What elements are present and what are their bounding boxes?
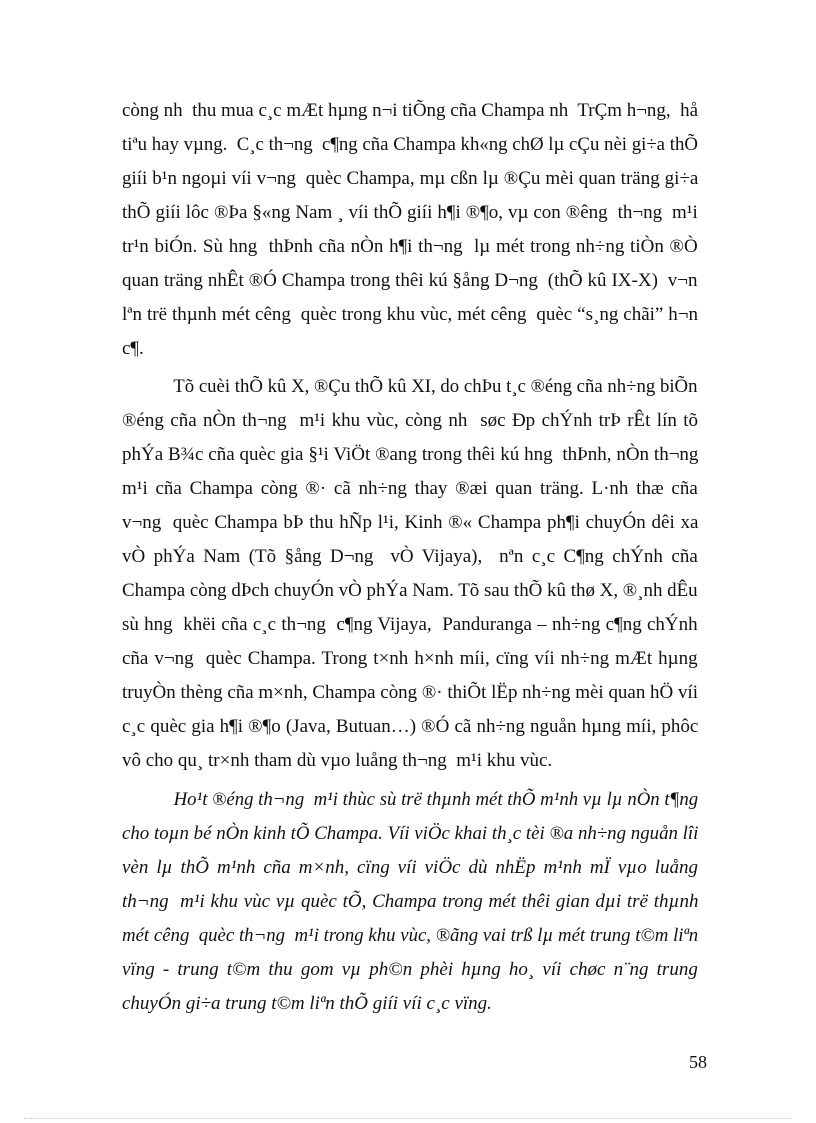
paragraph-3-line-2: cho toµn bé nÒn kinh tÕ Champa. Víi viÖc khai th¸c tèi ®a nh÷ng nguån lîi: [122, 823, 699, 844]
paragraph-2-line-5: v¬ng quèc Champa bÞ thu hÑp l¹i, Kinh ®« Champa ph¶i chuyÓn dêi xa: [122, 512, 699, 533]
paragraph-3-line-6: vïng - trung t©m thu gom vµ ph©n phèi hµng ho¸ víi chøc n¨ng trung: [122, 959, 698, 980]
paragraph-2-line-11: c¸c quèc gia h¶i ®¶o (Java, Butuan…) ®Ó cã nh÷ng nguån hµng míi, phôc: [122, 716, 699, 737]
paragraph-1-line-2: tiªu hay vµng. C¸c th¬ng c¶ng cña Champa kh«ng chØ lµ cÇu nèi gi÷a thÕ: [122, 134, 698, 155]
paragraph-2-line-3: phÝa B¾c cña quèc gia §¹i ViÖt ®ang trong thêi kú hng thÞnh, nÒn th¬ng: [122, 444, 699, 465]
paragraph-1-line-6: quan träng nhÊt ®Ó Champa trong thêi kú §ång D¬ng (thÕ kû IX-X) v¬n: [122, 270, 698, 291]
paragraph-3-line-1: Ho¹t ®éng th¬ng m¹i thùc sù trë thµnh mét thÕ m¹nh vµ lµ nÒn t¶ng: [122, 789, 699, 810]
paragraph-2-line-1: Tõ cuèi thÕ kû X, ®Çu thÕ kû XI, do chÞu t¸c ®éng cña nh÷ng biÕn: [122, 376, 698, 397]
paragraph-3-line-7: chuyÓn gi÷a trung t©m liªn thÕ giíi víi c¸c vïng.: [122, 993, 492, 1014]
paragraph-2-line-2: ®éng cña nÒn th¬ng m¹i khu vùc, còng nh søc Ðp chÝnh trÞ rÊt lín tõ: [122, 410, 699, 431]
paragraph-2-line-6: vÒ phÝa Nam (Tõ §ång D¬ng vÒ Vijaya), nªn c¸c C¶ng chÝnh cña: [122, 546, 698, 567]
paragraph-2-line-9: cña v¬ng quèc Champa. Trong t×nh h×nh míi, cïng víi nh÷ng mÆt hµng: [122, 648, 698, 669]
paragraph-1-line-4: thÕ giíi lôc ®Þa §«ng Nam ¸ víi thÕ giíi h¶i ®¶o, vµ con ®êng th¬ng m¹i: [122, 202, 698, 223]
paragraph-2-line-12: vô cho qu¸ tr×nh tham dù vµo luång th¬ng m¹i khu vùc.: [122, 750, 553, 771]
paragraph-3-line-5: mét cêng quèc th¬ng m¹i trong khu vùc, ®ãng vai trß lµ mét trung t©m liªn: [122, 925, 699, 946]
paragraph-1-line-1: còng nh thu mua c¸c mÆt hµng n¬i tiÕng cña Champa nh TrÇm h¬ng, hå: [122, 100, 699, 121]
paragraph-1-line-3: giíi b¹n ngoµi víi v¬ng quèc Champa, mµ cßn lµ ®Çu mèi quan träng gi÷a: [122, 168, 699, 189]
page-number: 58: [689, 1052, 707, 1072]
paragraph-1-line-5: tr¹n biÓn. Sù hng thÞnh cña nÒn h¶i th¬ng lµ mét trong nh÷ng tiÒn ®Ò: [122, 236, 698, 257]
paragraph-2-line-8: sù hng khëi cña c¸c th¬ng c¶ng Vijaya, Panduranga – nh÷ng c¶ng chÝnh: [122, 614, 698, 635]
paragraph-1-line-7: lªn trë thµnh mét cêng quèc trong khu vùc, mét cêng quèc “s¸ng chãi” h¬n: [122, 304, 699, 325]
paragraph-2-line-10: truyÒn thèng cña m×nh, Champa còng ®· thiÕt lËp nh÷ng mèi quan hÖ víi: [122, 682, 699, 703]
paragraph-3-line-4: th¬ng m¹i khu vùc vµ quèc tÕ, Champa trong mét thêi gian dµi trë thµnh: [122, 891, 699, 912]
paragraph-2-line-7: Champa còng dÞch chuyÓn vÒ phÝa Nam. Tõ sau thÕ kû thø X, ®¸nh dÊu: [122, 580, 698, 601]
paragraph-1-line-8: c¶.: [122, 338, 144, 359]
paragraph-2-line-4: m¹i cña Champa còng ®· cã nh÷ng thay ®æi quan träng. L·nh thæ cña: [122, 478, 698, 499]
page-bottom-divider: [24, 1118, 792, 1119]
paragraph-3-line-3: vèn lµ thÕ m¹nh cña m×nh, cïng víi viÖc dù nhËp m¹nh mÏ vµo luång: [122, 857, 698, 878]
